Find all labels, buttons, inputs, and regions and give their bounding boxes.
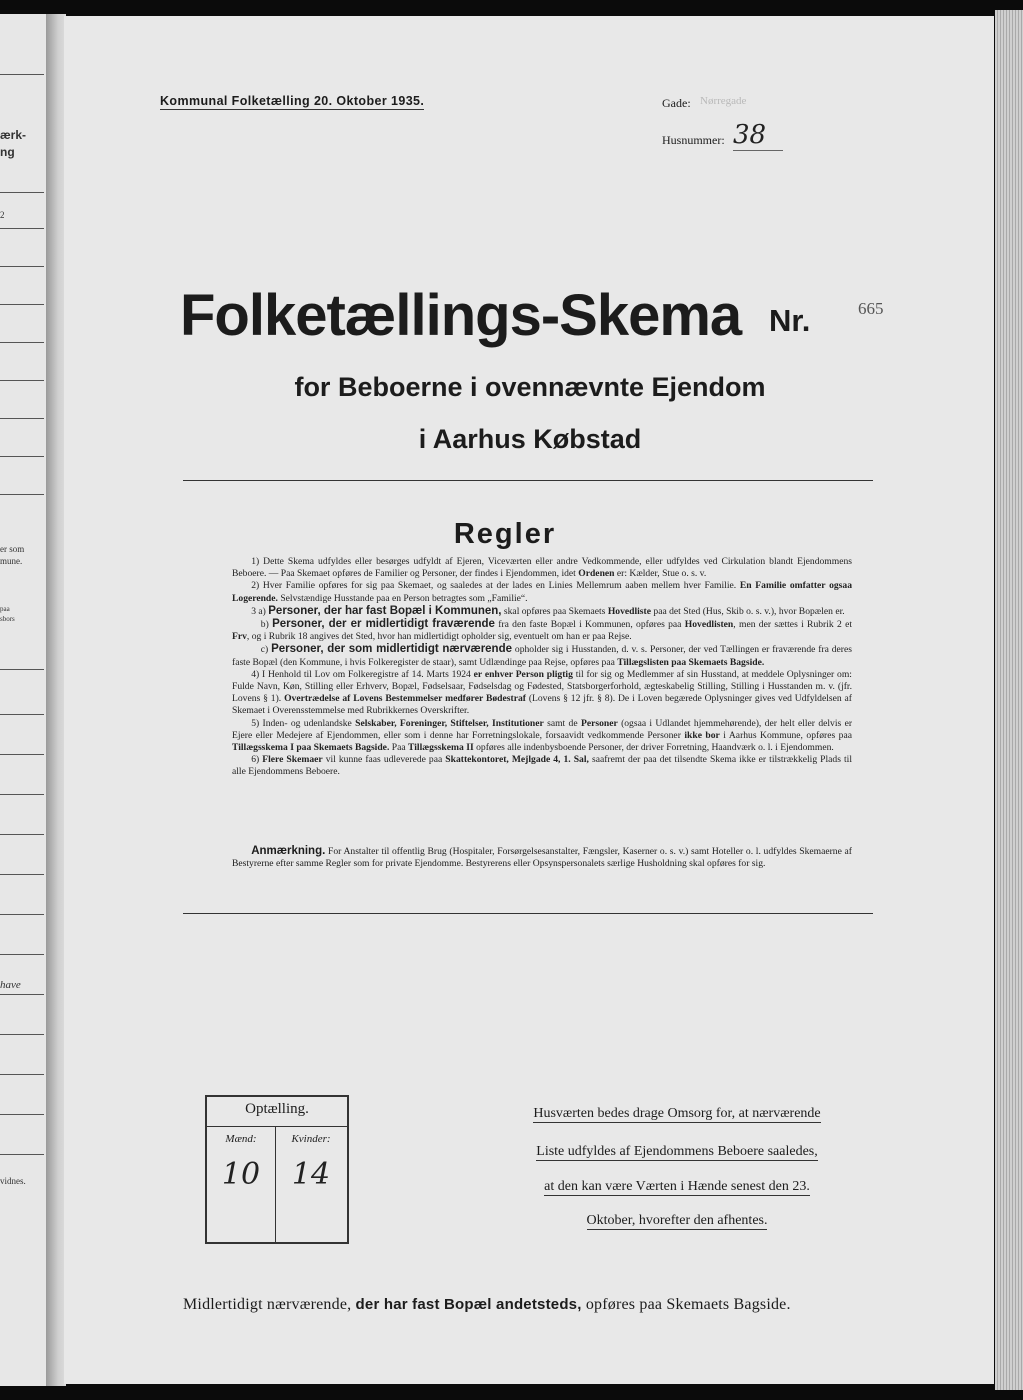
divider	[0, 954, 44, 955]
divider	[0, 228, 44, 229]
rule-2: 2) Hver Familie opføres for sig paa Skemaet, og saaledes at der lades en Linies Mellemrum aaben mellem hver Familie. En Familie omfatter ogsaa Logerende. Selvstændige Husstande paa en Person betragtes som „Familie“.	[232, 580, 852, 604]
notice-line: Husværten bedes drage Omsorg for, at nærværende	[533, 1106, 821, 1121]
divider	[0, 754, 44, 755]
rule-3c: c) Personer, der som midlertidigt nærværende opholder sig i Husstanden, d. v. s. Personer, der ved Tællingen er fraværende fra deres faste Bopæl (den Kommune, i hvis Folkeregister de staar), samt Udlændinge paa Rejse, opføres paa Tillægslisten paa Skemaets Bagside.	[232, 643, 852, 668]
subtitle-town: i Aarhus Købstad	[418, 424, 642, 454]
form-number: 665	[858, 299, 884, 318]
fragment-text: ærk-	[0, 128, 27, 142]
street-label: Gade:	[662, 96, 691, 110]
book-gutter	[46, 14, 66, 1386]
form-title: Folketællings-Skema	[180, 283, 742, 348]
rules-heading: Regler	[453, 518, 557, 550]
rules-text	[232, 556, 852, 779]
divider	[275, 1126, 276, 1242]
page-edges	[995, 10, 1023, 1390]
rule-3b: b) Personer, der er midlertidigt fraværende fra den faste Bopæl i Kommunen, opføres paa Hovedlisten, men der sættes i Rubrik 2 et Frv, og i Rubrik 18 angives det Sted, hvor han midlertidigt opholder sig, eventuelt om han er paa Rejse.	[232, 618, 853, 643]
divider	[0, 1114, 44, 1115]
divider	[0, 1074, 44, 1075]
divider	[0, 1034, 44, 1035]
subtitle-residents: for Beboerne i ovennævnte Ejendom	[294, 372, 766, 402]
rule-1: 1) Dette Skema udfyldes eller besørges udfyldt af Ejeren, Viceværten eller andre Vedkommende, eller udfyldes ved Cirkulation blandt Ejendommens Beboere. — Paa Skemaet opføres de Familier og Personer, der findes i Ejendommen, idet Ordenen er: Kælder, Stue o. s. v.	[232, 556, 852, 580]
remark-label: Anmærkning.	[251, 845, 326, 857]
notice-line: at den kan være Værten i Hænde senest den 23.	[544, 1179, 810, 1194]
divider	[0, 456, 44, 457]
fragment-text: have	[0, 979, 21, 991]
divider	[0, 266, 44, 267]
divider	[207, 1126, 347, 1127]
street-value: Nørregade	[700, 95, 747, 107]
divider	[0, 994, 44, 995]
women-count: 14	[291, 1157, 331, 1192]
rule-4: 4) I Henhold til Lov om Folkeregistre af 14. Marts 1924 er enhver Person pligtig til for sig og Medlemmer af sin Husstand, at meddele Oplysninger om: Fulde Navn, Køn, Stilling eller Erhverv, Bopæl, Fødselsaar, Fødselsdag og Fødested, Statsborgerforhold, ægteskabelig Stilling, Stilling i Husstanden m. v. (jfr. Lovens § 1). Overtrædelse af Lovens Bestemmelser medfører Bødestraf (Lovens § 12 jfr. § 8). De i Loven begærede Oplysninger gives ved Udfyldelsen af Skemaet i Overensstemmelse med Rubrikkernes Overskrifter.	[232, 668, 852, 717]
divider	[0, 74, 44, 75]
divider	[0, 874, 44, 875]
divider	[0, 380, 44, 381]
fragment-text: paa	[0, 605, 10, 613]
divider	[183, 480, 873, 481]
divider	[0, 1154, 44, 1155]
divider	[0, 192, 44, 193]
divider	[0, 494, 44, 495]
notice-line: Liste udfyldes af Ejendommens Beboere saaledes,	[536, 1144, 818, 1159]
women-label: Kvinder:	[291, 1133, 331, 1145]
rule-3a: 3 a) Personer, der har fast Bopæl i Kommunen, skal opføres paa Skemaets Hovedliste paa det Sted (Hus, Skib o. s. v.), hvor Bopælen er.	[251, 604, 845, 617]
house-number-label: Husnummer:	[662, 133, 725, 147]
divider	[0, 304, 44, 305]
fragment-text: 2	[0, 210, 5, 220]
divider	[0, 914, 44, 915]
divider	[0, 834, 44, 835]
fragment-text: vidnes.	[0, 1176, 26, 1186]
previous-page-strip	[0, 14, 50, 1386]
fragment-text: sbors	[0, 615, 15, 623]
fragment-text: mune.	[0, 556, 23, 566]
house-number-value: 38	[733, 120, 783, 151]
form-nr-label: Nr.	[769, 303, 811, 338]
notice-line: Oktober, hvorefter den afhentes.	[586, 1213, 768, 1228]
footer-note: Midlertidigt nærværende, der har fast Bopæl andetsteds, opføres paa Skemaets Bagside.	[183, 1296, 791, 1313]
divider	[0, 418, 44, 419]
fragment-text: er som	[0, 544, 25, 554]
fragment-text: ng	[0, 145, 15, 159]
divider	[183, 913, 873, 914]
tally-title: Optælling.	[245, 1101, 309, 1117]
rule-5: 5) Inden- og udenlandske Selskaber, Foreninger, Stiftelser, Institutioner samt de Personer (ogsaa i Udlandet hjemmehørende), der helt eller delvis er Ejere eller Medejere af Ejendommen, eller som i denne har Forretningslokale, forsaavidt vedkommende Personer ikke bor i Aarhus Kommune, opføres paa Tillægsskema I paa Skemaets Bagside. Paa Tillægsskema II opføres alle indenbysboende Personer, der driver Forretning, Haandværk o. l. i Ejendommen.	[232, 717, 853, 754]
divider	[0, 342, 44, 343]
divider	[0, 714, 44, 715]
men-label: Mænd:	[225, 1133, 257, 1145]
divider	[0, 794, 44, 795]
remark-text: Anmærkning. For Anstalter til offentlig Brug (Hospitaler, Forsørgelsesanstalter, Fængsler, Kaserner o. s. v.) samt Hoteller o. l. udfyldes Skemaerne af Bestyrerne efter samme Regler som for private Ejendomme. Bestyrerens eller Opsynspersonalets særlige Husholdning skal opføres for sig.	[232, 845, 852, 870]
tally-box	[205, 1095, 349, 1244]
men-count: 10	[221, 1157, 261, 1192]
rule-6: 6) Flere Skemaer vil kunne faas udleverede paa Skattekontoret, Mejlgade 4, 1. Sal, saafremt der paa det tilsendte Skema ikke er tilstrækkelig Plads til alle Ejendommens Beboere.	[232, 754, 852, 778]
divider	[0, 669, 44, 670]
census-title: Kommunal Folketælling 20. Oktober 1935.	[160, 94, 425, 108]
